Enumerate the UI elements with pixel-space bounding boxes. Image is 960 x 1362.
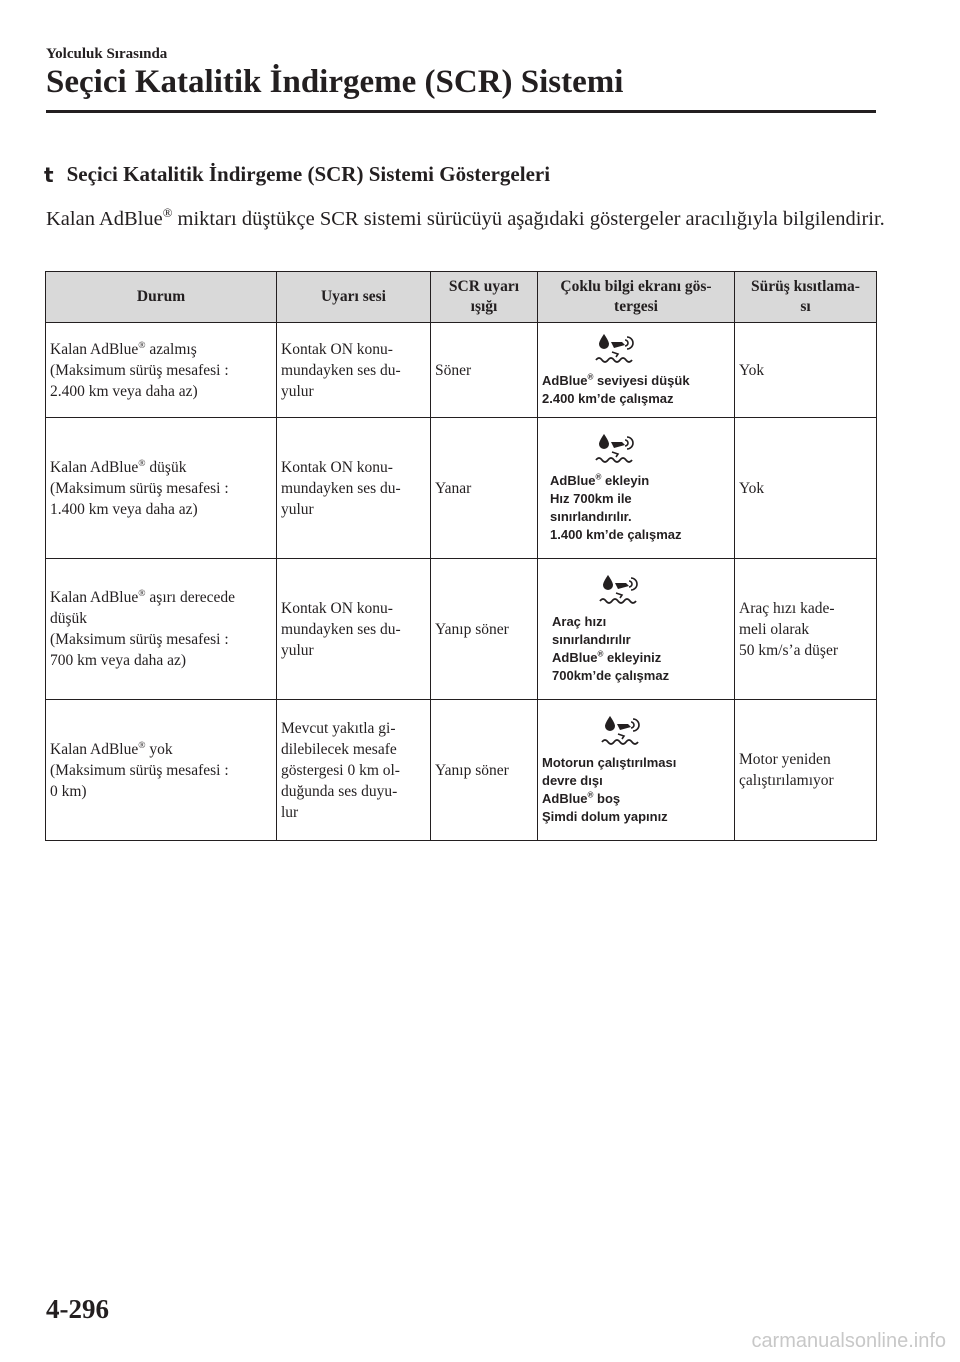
kisitlama-line: Yok	[739, 361, 765, 379]
ses-line: yulur	[281, 641, 314, 659]
cell-scr-isigi: Söner	[431, 323, 538, 418]
ses-line: duğunda ses duyu-	[281, 782, 398, 800]
table-row	[46, 418, 877, 559]
durum-line3: 0 km)	[50, 782, 87, 800]
display-line: AdBlue® boş	[542, 790, 621, 806]
ses-line: Kontak ON konu-	[281, 340, 393, 358]
page-number: 4-296	[46, 1294, 109, 1324]
ses-line: yulur	[281, 382, 314, 400]
running-head: Yolculuk Sırasında	[46, 46, 168, 62]
cell-durum	[46, 418, 277, 559]
cell-surus-kisitlamasi	[735, 700, 877, 841]
ses-line: mundayken ses du-	[281, 361, 401, 379]
cell-scr-isigi: Yanar	[431, 418, 538, 559]
section-heading	[44, 162, 550, 187]
durum-line1: Kalan AdBlue® düşük	[50, 457, 187, 476]
ses-line: Kontak ON konu-	[281, 599, 393, 617]
header-durum: Durum	[46, 272, 277, 323]
cell-uyari-sesi	[277, 418, 431, 559]
header-surus-line1: Sürüş kısıtlama-	[751, 278, 860, 295]
display-line: sınırlandırılır	[552, 632, 631, 647]
adblue-level-icon	[594, 432, 638, 466]
cell-scr-isigi: Yanıp söner	[431, 700, 538, 841]
header-coklu-line1: Çoklu bilgi ekranı gös-	[560, 278, 712, 295]
cell-durum	[46, 323, 277, 418]
durum-line3: 1.400 km veya daha az)	[50, 500, 198, 518]
display-line: AdBlue® ekleyin	[550, 472, 650, 488]
durum-line1: Kalan AdBlue® aşırı derecede	[50, 587, 236, 606]
durum-line2: (Maksimum sürüş mesafesi :	[50, 479, 229, 497]
durum-line1: Kalan AdBlue® yok	[50, 739, 173, 758]
ses-line: Kontak ON konu-	[281, 458, 393, 476]
scr-indicator-table	[45, 271, 877, 841]
intro-paragraph	[46, 204, 886, 234]
display-line: sınırlandırılır.	[550, 509, 632, 524]
intro-before: Kalan AdBlue	[46, 208, 163, 230]
adblue-level-icon	[594, 332, 638, 366]
kisitlama-line: Motor yeniden	[739, 751, 831, 768]
cell-uyari-sesi	[277, 559, 431, 700]
cell-durum	[46, 700, 277, 841]
ses-line: göstergesi 0 km ol-	[281, 761, 400, 779]
durum-line1: Kalan AdBlue® azalmış	[50, 339, 197, 358]
header-coklu-line2: tergesi	[614, 298, 658, 315]
intro-after: miktarı düştükçe SCR sistemi sürücüyü aşağıdaki göstergeler aracılığıyla bilgilendirir.	[172, 208, 885, 230]
durum-line3: 700 km veya daha az)	[50, 652, 186, 669]
header-scr-uyari-isigi	[431, 272, 538, 323]
durum-line2: (Maksimum sürüş mesafesi :	[50, 361, 229, 379]
display-line: 2.400 km’de çalışmaz	[542, 391, 674, 406]
header-scr-line2: ışığı	[470, 298, 498, 315]
kisitlama-line: 50 km/s’a düşer	[739, 641, 839, 659]
durum-line2: (Maksimum sürüş mesafesi :	[50, 761, 229, 779]
cell-surus-kisitlamasi	[735, 418, 877, 559]
ses-line: dilebilecek mesafe	[281, 740, 397, 758]
display-line: Motorun çalıştırılması	[542, 755, 677, 770]
header-uyari-sesi: Uyarı sesi	[277, 272, 431, 323]
cell-uyari-sesi	[277, 700, 431, 841]
kisitlama-line: Araç hızı kade-	[739, 599, 835, 617]
ses-line: lur	[281, 803, 299, 821]
display-line: AdBlue® seviyesi düşük	[542, 372, 690, 388]
ses-line: mundayken ses du-	[281, 620, 401, 638]
intro-registered-mark: ®	[162, 206, 173, 221]
adblue-level-icon	[598, 573, 642, 607]
cell-display-message	[538, 323, 735, 418]
table-header-row	[46, 272, 877, 323]
section-marker: t	[44, 162, 54, 187]
adblue-level-icon	[600, 714, 644, 748]
display-line: Araç hızı	[552, 614, 607, 629]
cell-display-message	[538, 559, 735, 700]
ses-line: yulur	[281, 500, 314, 518]
table-row	[46, 323, 877, 418]
durum-line3: 2.400 km veya daha az)	[50, 382, 198, 400]
cell-display-message	[538, 418, 735, 559]
cell-durum	[46, 559, 277, 700]
ses-line: Mevcut yakıtla gi-	[281, 719, 396, 737]
table-row	[46, 700, 877, 841]
header-surus-line2: sı	[800, 298, 811, 315]
display-line: devre dışı	[542, 773, 603, 788]
section-heading-text: Seçici Katalitik İndirgeme (SCR) Sistemi Göstergeleri	[66, 162, 551, 186]
durum-line1b: düşük	[50, 610, 88, 627]
cell-scr-isigi: Yanıp söner	[431, 559, 538, 700]
display-line: Şimdi dolum yapınız	[542, 809, 668, 824]
display-line: Hız 700km ile	[550, 491, 632, 506]
ses-line: mundayken ses du-	[281, 479, 401, 497]
header-coklu-bilgi-ekrani	[538, 272, 735, 323]
cell-display-message	[538, 700, 735, 841]
display-line: AdBlue® ekleyiniz	[552, 649, 662, 665]
durum-line2: (Maksimum sürüş mesafesi :	[50, 631, 229, 648]
kisitlama-line: Yok	[739, 479, 765, 497]
header-scr-line1: SCR uyarı	[448, 278, 520, 295]
page-title: Seçici Katalitik İndirgeme (SCR) Sistemi	[46, 64, 624, 100]
watermark: carmanualsonline.info	[751, 1330, 946, 1352]
kisitlama-line: meli olarak	[739, 620, 810, 638]
cell-surus-kisitlamasi	[735, 559, 877, 700]
cell-uyari-sesi	[277, 323, 431, 418]
cell-surus-kisitlamasi	[735, 323, 877, 418]
kisitlama-line: çalıştırılamıyor	[739, 772, 834, 789]
display-line: 700km’de çalışmaz	[552, 668, 670, 683]
header-surus-kisitlamasi	[735, 272, 877, 323]
table-row	[46, 559, 877, 700]
display-line: 1.400 km’de çalışmaz	[550, 527, 682, 542]
title-rule	[46, 110, 876, 113]
